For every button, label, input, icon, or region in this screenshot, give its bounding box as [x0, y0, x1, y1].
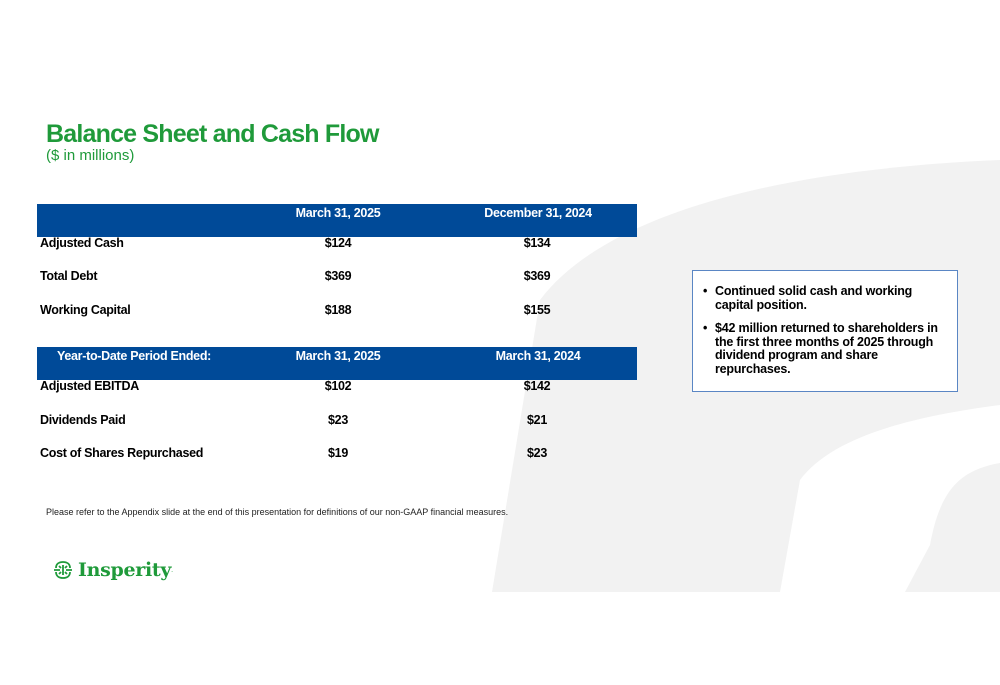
- row-value-col1: $19: [328, 446, 348, 460]
- page-title: Balance Sheet and Cash Flow: [46, 120, 379, 148]
- row-value-col1: $124: [324, 236, 352, 250]
- bullet-text: Continued solid cash and working capital position.: [715, 284, 913, 312]
- row-value-col2: $155: [523, 303, 551, 317]
- balance-table-header: [37, 204, 637, 237]
- table-row: [37, 379, 637, 397]
- bullet-text: $42 million returned to shareholders in the first three months of 2025 through dividend program and share repurchases.: [715, 321, 938, 376]
- logo-trademark: .: [171, 566, 174, 574]
- row-label: Working Capital: [40, 303, 131, 317]
- cashflow-table-header: [37, 347, 637, 380]
- row-label: Adjusted Cash: [40, 236, 124, 250]
- page-subtitle: ($ in millions): [46, 147, 135, 164]
- balance-header-col2: December 31, 2024: [484, 206, 592, 220]
- row-value-col1: $23: [328, 413, 348, 427]
- highlights-callout: [692, 270, 958, 392]
- table-row: [37, 236, 637, 254]
- row-label: Total Debt: [40, 269, 98, 283]
- highlights-list: [703, 285, 953, 386]
- list-item: [703, 285, 953, 312]
- table-row: [37, 269, 637, 287]
- row-value-col2: $134: [523, 236, 551, 250]
- row-value-col1: $188: [324, 303, 352, 317]
- table-row: [37, 446, 637, 464]
- cashflow-header-col2: March 31, 2024: [495, 349, 581, 363]
- row-value-col1: $102: [324, 379, 352, 393]
- bullet-icon: •: [703, 321, 708, 335]
- row-value-col2: $369: [523, 269, 551, 283]
- bullet-icon: •: [703, 284, 708, 298]
- row-value-col2: $23: [527, 446, 547, 460]
- row-label: Dividends Paid: [40, 413, 126, 427]
- row-label: Cost of Shares Repurchased: [40, 446, 204, 460]
- row-value-col2: $142: [523, 379, 551, 393]
- row-value-col1: $369: [324, 269, 352, 283]
- cashflow-header-label: Year-to-Date Period Ended:: [57, 349, 212, 363]
- table-row: [37, 303, 637, 321]
- table-row: [37, 413, 637, 431]
- balance-header-col1: March 31, 2025: [295, 206, 381, 220]
- row-label: Adjusted EBITDA: [40, 379, 139, 393]
- footnote: Please refer to the Appendix slide at the end of this presentation for definitions of our non-GAAP financial measures.: [46, 507, 509, 517]
- list-item: [703, 322, 953, 376]
- row-value-col2: $21: [527, 413, 547, 427]
- logo-wordmark: Insperity: [78, 559, 172, 581]
- insperity-logo-icon: [52, 559, 74, 581]
- cashflow-header-col1: March 31, 2025: [295, 349, 381, 363]
- company-logo: [52, 557, 173, 583]
